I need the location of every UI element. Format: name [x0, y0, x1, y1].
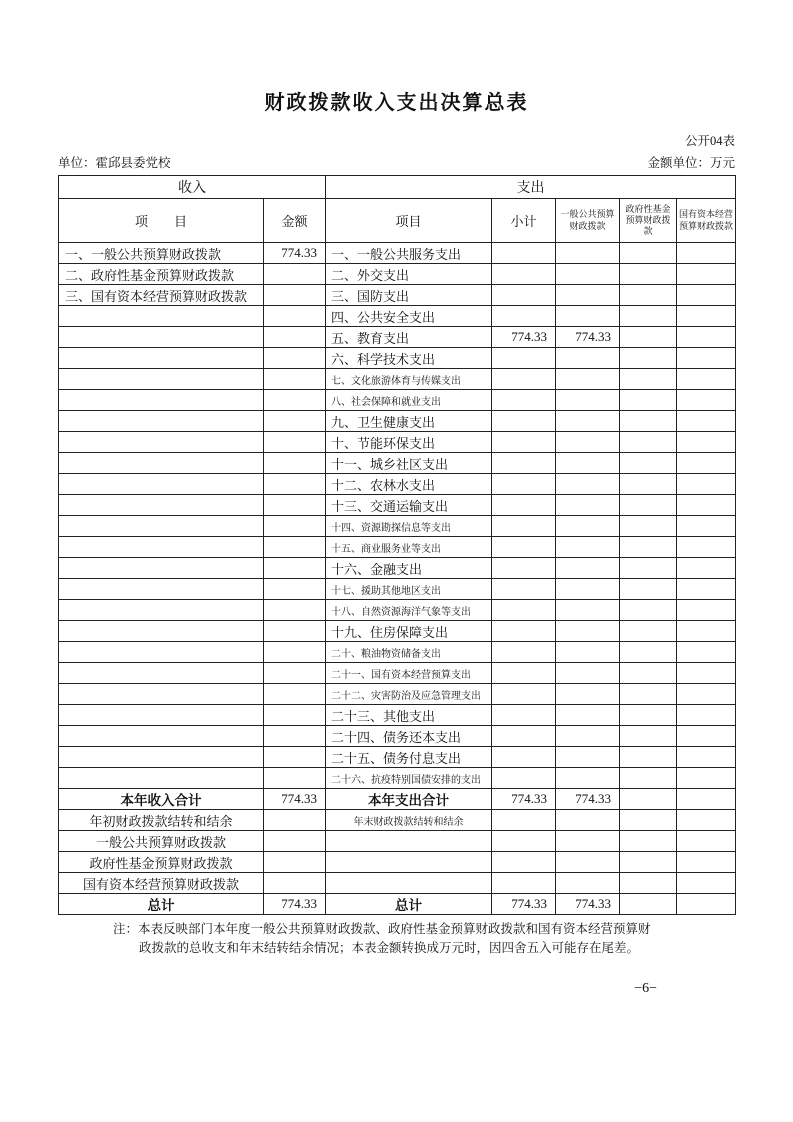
gov-fund-cell: [620, 516, 677, 537]
income-amount-cell: [264, 390, 326, 411]
expense-item-cell: 二十四、债务还本支出: [326, 726, 492, 747]
table-row: [59, 243, 736, 264]
gov-fund-cell: [620, 621, 677, 642]
table-row: [59, 474, 736, 495]
general-budget-cell: [556, 411, 620, 432]
state-capital-cell: [677, 306, 736, 327]
expense-item-cell: 十四、资源勘探信息等支出: [326, 516, 492, 537]
income-amount-cell: [264, 558, 326, 579]
income-amount-cell: [264, 705, 326, 726]
table-row: [59, 831, 736, 852]
table-row: [59, 621, 736, 642]
income-item-cell: [59, 726, 264, 747]
subtotal-cell: [492, 411, 556, 432]
general-budget-cell: [556, 579, 620, 600]
table-row: [59, 558, 736, 579]
expense-item-cell: 一、一般公共服务支出: [326, 243, 492, 264]
general-budget-cell: [556, 726, 620, 747]
state-capital-cell: [677, 516, 736, 537]
expense-item-header: 项目: [326, 199, 492, 243]
income-item-cell: [59, 453, 264, 474]
expense-item-cell: 二、外交支出: [326, 264, 492, 285]
page-title: 财政拨款收入支出决算总表: [264, 92, 529, 114]
subtotal-cell: [492, 600, 556, 621]
general-budget-cell: [556, 831, 620, 852]
general-budget-cell: [556, 873, 620, 894]
table-row: [59, 432, 736, 453]
state-capital-cell: [677, 537, 736, 558]
gov-fund-cell: [620, 474, 677, 495]
table-row: [59, 537, 736, 558]
income-item-cell: 三、国有资本经营预算财政拨款: [59, 285, 264, 306]
general-budget-cell: [556, 684, 620, 705]
income-amount-cell: [264, 432, 326, 453]
table-row: [59, 264, 736, 285]
state-capital-cell: [677, 369, 736, 390]
subtotal-cell: [492, 516, 556, 537]
income-item-cell: [59, 327, 264, 348]
gov-fund-cell: [620, 747, 677, 768]
subtotal-cell: [492, 306, 556, 327]
state-capital-cell: [677, 663, 736, 684]
expense-item-cell: 二十二、灾害防治及应急管理支出: [326, 684, 492, 705]
income-amount-cell: [264, 852, 326, 873]
subtotal-cell: [492, 243, 556, 264]
unit-label: 单位：霍邱县委党校: [58, 156, 171, 170]
gov-fund-cell: [620, 789, 677, 810]
income-amount-cell: 774.33: [264, 243, 326, 264]
state-capital-cell: [677, 453, 736, 474]
gov-fund-cell: [620, 327, 677, 348]
general-budget-cell: [556, 747, 620, 768]
income-item-cell: [59, 432, 264, 453]
gov-fund-cell: [620, 537, 677, 558]
income-item-cell: [59, 684, 264, 705]
general-budget-cell: [556, 306, 620, 327]
income-item-cell: [59, 495, 264, 516]
income-item-cell: [59, 642, 264, 663]
subtotal-cell: [492, 621, 556, 642]
income-item-cell: [59, 411, 264, 432]
income-item-header: 项 目: [59, 199, 264, 243]
subtotal-cell: [492, 558, 556, 579]
income-amount-header: 金额: [264, 199, 326, 243]
expense-item-cell: 十七、援助其他地区支出: [326, 579, 492, 600]
table-row: [59, 705, 736, 726]
subtotal-cell: [492, 369, 556, 390]
income-item-cell: [59, 558, 264, 579]
subtotal-cell: [492, 432, 556, 453]
page-number: −6−: [634, 980, 657, 996]
expense-item-cell: 七、文化旅游体育与传媒支出: [326, 369, 492, 390]
state-capital-cell: [677, 768, 736, 789]
income-item-cell: [59, 705, 264, 726]
subtotal-cell: [492, 852, 556, 873]
income-item-cell: [59, 537, 264, 558]
gov-fund-cell: [620, 894, 677, 915]
general-budget-cell: [556, 705, 620, 726]
general-budget-cell: [556, 663, 620, 684]
income-amount-cell: [264, 474, 326, 495]
income-amount-cell: [264, 747, 326, 768]
income-item-cell: 一般公共预算财政拨款: [59, 831, 264, 852]
table-row: [59, 600, 736, 621]
income-amount-cell: [264, 768, 326, 789]
gov-fund-cell: [620, 600, 677, 621]
state-capital-cell: [677, 243, 736, 264]
income-amount-cell: [264, 348, 326, 369]
income-item-cell: 总计: [59, 894, 264, 915]
gov-fund-cell: [620, 369, 677, 390]
general-budget-cell: [556, 768, 620, 789]
income-amount-cell: [264, 600, 326, 621]
footnote: [113, 920, 693, 959]
expense-item-cell: 二十一、国有资本经营预算支出: [326, 663, 492, 684]
income-item-cell: [59, 516, 264, 537]
gov-fund-cell: [620, 495, 677, 516]
table-row: [59, 726, 736, 747]
state-capital-header: 国有资本经营预算财政拨款: [677, 199, 736, 243]
subtotal-cell: [492, 285, 556, 306]
income-item-cell: [59, 600, 264, 621]
income-item-cell: [59, 390, 264, 411]
state-capital-cell: [677, 348, 736, 369]
income-section-header: 收入: [59, 176, 326, 199]
gov-fund-cell: [620, 663, 677, 684]
state-capital-cell: [677, 327, 736, 348]
general-budget-cell: [556, 474, 620, 495]
income-item-cell: [59, 579, 264, 600]
income-item-cell: 一、一般公共预算财政拨款: [59, 243, 264, 264]
income-amount-cell: [264, 621, 326, 642]
table-row: [59, 684, 736, 705]
general-budget-cell: [556, 495, 620, 516]
general-budget-cell: [556, 558, 620, 579]
state-capital-cell: [677, 726, 736, 747]
subtotal-cell: [492, 264, 556, 285]
income-amount-cell: [264, 495, 326, 516]
income-amount-cell: [264, 306, 326, 327]
gov-fund-header: 政府性基金预算财政拨款: [620, 199, 677, 243]
state-capital-cell: [677, 831, 736, 852]
gov-fund-cell: [620, 348, 677, 369]
table-row: [59, 852, 736, 873]
state-capital-cell: [677, 705, 736, 726]
table-row: [59, 495, 736, 516]
state-capital-cell: [677, 495, 736, 516]
gov-fund-cell: [620, 579, 677, 600]
expense-item-cell: 十九、住房保障支出: [326, 621, 492, 642]
subtotal-cell: [492, 537, 556, 558]
gov-fund-cell: [620, 558, 677, 579]
income-item-cell: [59, 369, 264, 390]
general-budget-cell: 774.33: [556, 894, 620, 915]
general-budget-cell: [556, 243, 620, 264]
expense-item-cell: 三、国防支出: [326, 285, 492, 306]
expense-item-cell: 十一、城乡社区支出: [326, 453, 492, 474]
general-budget-cell: [556, 852, 620, 873]
income-item-cell: [59, 747, 264, 768]
income-amount-cell: [264, 369, 326, 390]
general-budget-header: 一般公共预算财政拨款: [556, 199, 620, 243]
subtotal-cell: 774.33: [492, 789, 556, 810]
expense-item-cell: 二十五、债务付息支出: [326, 747, 492, 768]
income-item-cell: [59, 663, 264, 684]
table-row: [59, 894, 736, 915]
table-row: [59, 453, 736, 474]
state-capital-cell: [677, 621, 736, 642]
income-amount-cell: 774.33: [264, 894, 326, 915]
state-capital-cell: [677, 411, 736, 432]
expense-item-cell: 十二、农林水支出: [326, 474, 492, 495]
general-budget-cell: [556, 810, 620, 831]
gov-fund-cell: [620, 705, 677, 726]
expense-item-cell: 四、公共安全支出: [326, 306, 492, 327]
income-amount-cell: [264, 642, 326, 663]
gov-fund-cell: [620, 432, 677, 453]
meta-row: [58, 153, 735, 171]
state-capital-cell: [677, 747, 736, 768]
table-row: [59, 642, 736, 663]
general-budget-cell: [556, 369, 620, 390]
table-row: [59, 285, 736, 306]
subtotal-header: 小计: [492, 199, 556, 243]
expense-item-cell: 九、卫生健康支出: [326, 411, 492, 432]
income-amount-cell: [264, 264, 326, 285]
income-amount-cell: [264, 411, 326, 432]
subtotal-cell: [492, 642, 556, 663]
state-capital-cell: [677, 579, 736, 600]
state-capital-cell: [677, 264, 736, 285]
expense-item-cell: 十、节能环保支出: [326, 432, 492, 453]
footnote-line-2: 政拨款的总收支和年末结转结余情况；本表金额转换成万元时，因四舍五入可能存在尾差。: [139, 941, 640, 956]
expense-item-cell: 十六、金融支出: [326, 558, 492, 579]
subtotal-cell: [492, 810, 556, 831]
income-amount-cell: [264, 516, 326, 537]
income-item-cell: [59, 621, 264, 642]
subtotal-cell: [492, 831, 556, 852]
gov-fund-cell: [620, 684, 677, 705]
subtotal-cell: [492, 390, 556, 411]
subtotal-cell: [492, 747, 556, 768]
general-budget-cell: [556, 348, 620, 369]
expense-item-cell: 年末财政拨款结转和结余: [326, 810, 492, 831]
gov-fund-cell: [620, 411, 677, 432]
table-row: [59, 306, 736, 327]
state-capital-cell: [677, 558, 736, 579]
expense-item-cell: [326, 852, 492, 873]
table-row: [59, 327, 736, 348]
table-row: [59, 810, 736, 831]
expense-item-cell: 二十、粮油物资储备支出: [326, 642, 492, 663]
table-row: [59, 390, 736, 411]
general-budget-cell: [556, 600, 620, 621]
table-row: [59, 411, 736, 432]
table-row: [59, 348, 736, 369]
table-row: [59, 789, 736, 810]
subtotal-cell: [492, 873, 556, 894]
footnote-line-1: 注：本表反映部门本年度一般公共预算财政拨款、政府性基金预算财政拨款和国有资本经营预算财: [113, 922, 651, 936]
amount-unit-label: 金额单位：万元: [647, 156, 735, 170]
state-capital-cell: [677, 789, 736, 810]
state-capital-cell: [677, 684, 736, 705]
table-row: [59, 873, 736, 894]
gov-fund-cell: [620, 306, 677, 327]
income-item-cell: 本年收入合计: [59, 789, 264, 810]
table-code: 公开04表: [684, 134, 735, 148]
income-amount-cell: [264, 285, 326, 306]
income-amount-cell: [264, 726, 326, 747]
subtotal-cell: [492, 726, 556, 747]
subtotal-cell: [492, 453, 556, 474]
subtotal-cell: [492, 663, 556, 684]
table-row: [59, 768, 736, 789]
state-capital-cell: [677, 600, 736, 621]
subtotal-cell: [492, 705, 556, 726]
table-row: [59, 747, 736, 768]
budget-table: [58, 175, 736, 915]
expense-section-header: 支出: [326, 176, 736, 199]
income-amount-cell: [264, 831, 326, 852]
expense-item-cell: 八、社会保障和就业支出: [326, 390, 492, 411]
income-item-cell: 二、政府性基金预算财政拨款: [59, 264, 264, 285]
state-capital-cell: [677, 474, 736, 495]
state-capital-cell: [677, 894, 736, 915]
subtotal-cell: [492, 348, 556, 369]
subtotal-cell: [492, 768, 556, 789]
gov-fund-cell: [620, 390, 677, 411]
state-capital-cell: [677, 390, 736, 411]
general-budget-cell: [556, 432, 620, 453]
general-budget-cell: [556, 390, 620, 411]
gov-fund-cell: [620, 243, 677, 264]
income-amount-cell: [264, 873, 326, 894]
subtotal-cell: 774.33: [492, 327, 556, 348]
expense-item-cell: 总计: [326, 894, 492, 915]
gov-fund-cell: [620, 831, 677, 852]
general-budget-cell: [556, 516, 620, 537]
general-budget-cell: [556, 264, 620, 285]
state-capital-cell: [677, 285, 736, 306]
income-item-cell: [59, 348, 264, 369]
gov-fund-cell: [620, 852, 677, 873]
gov-fund-cell: [620, 285, 677, 306]
general-budget-cell: [556, 537, 620, 558]
section-header-row: [59, 176, 736, 199]
income-item-cell: 年初财政拨款结转和结余: [59, 810, 264, 831]
state-capital-cell: [677, 432, 736, 453]
expense-item-cell: 五、教育支出: [326, 327, 492, 348]
gov-fund-cell: [620, 726, 677, 747]
subtotal-cell: [492, 495, 556, 516]
general-budget-cell: [556, 453, 620, 474]
expense-item-cell: 二十六、抗疫特别国债安排的支出: [326, 768, 492, 789]
expense-item-cell: 六、科学技术支出: [326, 348, 492, 369]
income-amount-cell: [264, 684, 326, 705]
expense-item-cell: 十八、自然资源海洋气象等支出: [326, 600, 492, 621]
gov-fund-cell: [620, 810, 677, 831]
general-budget-cell: 774.33: [556, 327, 620, 348]
subtotal-cell: [492, 474, 556, 495]
expense-item-cell: 本年支出合计: [326, 789, 492, 810]
income-amount-cell: [264, 453, 326, 474]
income-amount-cell: [264, 327, 326, 348]
expense-item-cell: 十三、交通运输支出: [326, 495, 492, 516]
subtotal-cell: 774.33: [492, 894, 556, 915]
income-item-cell: [59, 474, 264, 495]
subtotal-cell: [492, 579, 556, 600]
table-row: [59, 663, 736, 684]
state-capital-cell: [677, 810, 736, 831]
general-budget-cell: [556, 285, 620, 306]
table-row: [59, 579, 736, 600]
expense-item-cell: [326, 831, 492, 852]
income-amount-cell: [264, 579, 326, 600]
income-amount-cell: 774.33: [264, 789, 326, 810]
general-budget-cell: [556, 621, 620, 642]
gov-fund-cell: [620, 768, 677, 789]
subtotal-cell: [492, 684, 556, 705]
income-amount-cell: [264, 663, 326, 684]
state-capital-cell: [677, 873, 736, 894]
expense-item-cell: 十五、商业服务业等支出: [326, 537, 492, 558]
gov-fund-cell: [620, 642, 677, 663]
gov-fund-cell: [620, 873, 677, 894]
table-row: [59, 369, 736, 390]
state-capital-cell: [677, 852, 736, 873]
gov-fund-cell: [620, 264, 677, 285]
income-item-cell: 国有资本经营预算财政拨款: [59, 873, 264, 894]
expense-item-cell: [326, 873, 492, 894]
state-capital-cell: [677, 642, 736, 663]
general-budget-cell: 774.33: [556, 789, 620, 810]
column-header-row: [59, 199, 736, 243]
expense-item-cell: 二十三、其他支出: [326, 705, 492, 726]
gov-fund-cell: [620, 453, 677, 474]
table-row: [59, 516, 736, 537]
income-amount-cell: [264, 810, 326, 831]
income-item-cell: [59, 768, 264, 789]
income-item-cell: 政府性基金预算财政拨款: [59, 852, 264, 873]
general-budget-cell: [556, 642, 620, 663]
income-amount-cell: [264, 537, 326, 558]
income-item-cell: [59, 306, 264, 327]
